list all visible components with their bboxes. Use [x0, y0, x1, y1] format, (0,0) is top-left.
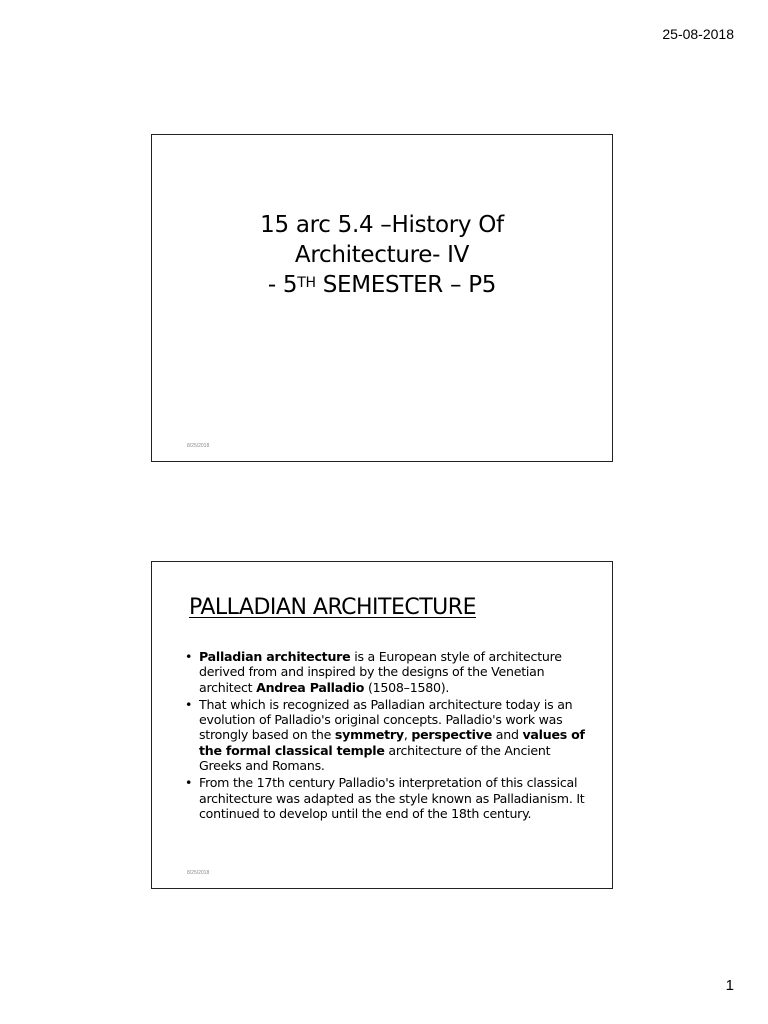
body-text: is a European style of architecture derived from and inspired by the designs of the Venetian architect — [199, 649, 562, 695]
body-text: , — [403, 727, 412, 743]
title-line-2: Architecture- IV — [294, 242, 470, 268]
title-line-3 — [152, 270, 612, 300]
slide-footer-date: 8/25/2018 — [187, 870, 210, 876]
bullet-item — [185, 697, 595, 773]
title-line-3-suffix: SEMESTER – P5 — [315, 272, 497, 298]
bullet-item — [185, 775, 595, 821]
bold-text: Andrea Palladio — [256, 679, 365, 695]
bullet-list — [185, 649, 595, 823]
slide-palladian-architecture — [151, 561, 613, 889]
slide-heading: PALLADIAN ARCHITECTURE — [189, 595, 476, 620]
title-line-1: 15 arc 5.4 –History Of — [260, 212, 504, 238]
page-number: 1 — [725, 977, 734, 994]
body-text: and — [492, 727, 523, 743]
title-line-3-superscript: TH — [297, 275, 316, 291]
bold-text: values of the formal classical temple — [199, 727, 585, 758]
bold-text: symmetry — [334, 727, 404, 743]
body-text: (1508–1580). — [364, 679, 450, 695]
title-line-3-prefix: - 5 — [267, 272, 298, 298]
bullet-item — [185, 649, 595, 695]
slide-title — [152, 210, 612, 300]
bold-text: perspective — [411, 727, 492, 743]
body-text: That which is recognized as Palladian architecture today is an evolution of Palladio's original concepts. Palladio's work was strongly based on the — [199, 696, 573, 743]
body-text: architecture of the Ancient Greeks and Romans. — [199, 742, 551, 774]
body-text: From the 17th century Palladio's interpretation of this classical architecture was adapted as the style known as Palladianism. It continued to develop until the end of the 18th century. — [199, 775, 585, 821]
slide-title-slide — [151, 134, 613, 462]
bold-text: Palladian architecture — [199, 649, 351, 664]
slide-footer-date: 8/25/2018 — [187, 443, 210, 449]
page-date: 25-08-2018 — [662, 26, 734, 42]
